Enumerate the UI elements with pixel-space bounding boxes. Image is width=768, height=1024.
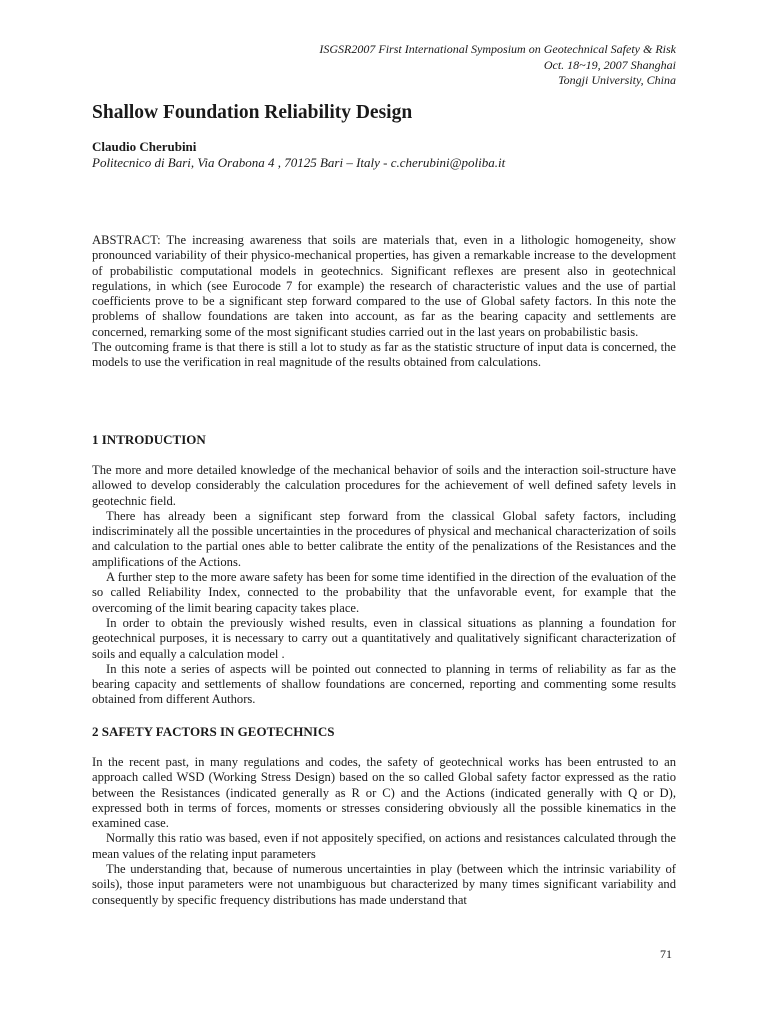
conference-venue: Tongji University, China <box>558 73 676 87</box>
paragraph: In this note a series of aspects will be pointed out connected to planning in terms of reliability as far as the bearing capacity and settlements of shallow foundations are concerned, reporting and commenting some results obtained from different Authors. <box>92 661 676 707</box>
author-affiliation: Politecnico di Bari, Via Orabona 4 , 70125 Bari – Italy - c.cherubini@poliba.it <box>92 155 506 170</box>
section-body-safety-factors <box>92 755 676 908</box>
section-heading-introduction: 1 INTRODUCTION <box>92 432 206 447</box>
page-number: 71 <box>660 947 672 961</box>
paragraph: The understanding that, because of numerous uncertainties in play (between which the intrinsic variability of soils), those input parameters were not unambiguous but characterized by many times significant variability and consequently by specific frequency distributions has made understand that <box>92 862 676 907</box>
paragraph: In order to obtain the previously wished results, even in classical situations as planning a foundation for geotechnical purposes, it is necessary to carry out a quantitatively and qualitatively significant characterization of soils and equally a calculation model . <box>92 615 676 661</box>
paragraph: The more and more detailed knowledge of the mechanical behavior of soils and the interaction soil-structure have allowed to develop considerably the calculation procedures for the achievement of well defined safety levels in geotechnic field. <box>92 463 676 508</box>
paragraph: In the recent past, in many regulations and codes, the safety of geotechnical works has been entrusted to an approach called WSD (Working Stress Design) based on the so called Global safety factor expressed as the ratio between the Resistances (indicated generally as R or C) and the Actions (indicated generally with Q or D), expressed both in terms of forces, moments or stresses considering obviously all the possible kinematics in the examined case. <box>92 755 676 831</box>
author-name: Claudio Cherubini <box>92 139 197 154</box>
paragraph: Normally this ratio was based, even if not appositely specified, on actions and resistances calculated through the mean values of the relating input parameters <box>92 831 676 861</box>
conference-name: ISGSR2007 First International Symposium on Geotechnical Safety & Risk <box>319 42 676 56</box>
paragraph: There has already been a significant step forward from the classical Global safety factors, including indiscriminately all the possible uncertainties in the procedures of physical and mechanical characterization of soils and calculation to the partial ones able to better calibrate the entity of the penalizations of the Resistances and the amplifications of the Actions. <box>92 508 676 569</box>
paper-title: Shallow Foundation Reliability Design <box>92 102 413 123</box>
section-heading-safety-factors: 2 SAFETY FACTORS IN GEOTECHNICS <box>92 724 335 739</box>
abstract <box>92 233 676 371</box>
section-body-introduction <box>92 463 676 708</box>
conference-dates: Oct. 18~19, 2007 Shanghai <box>543 57 676 72</box>
abstract-paragraph: The outcoming frame is that there is still a lot to study as far as the statistic structure of input data is concerned, the models to use the verification in real magnitude of the results obtained from calculations. <box>92 340 676 370</box>
paragraph: A further step to the more aware safety has been for some time identified in the direction of the evaluation of the so called Reliability Index, connected to the probability that the unfavorable event, for example that the overcoming of the limit bearing capacity takes place. <box>92 570 676 615</box>
abstract-paragraph: ABSTRACT: The increasing awareness that soils are materials that, even in a lithologic homogeneity, show pronounced variability of their physico-mechanical properties, has given a remarkable increase to the development of probabilistic computational models in geotechnics. Significant reflexes are present also in geotechnical regulations, in which (see Eurocode 7 for example) the research of characteristic values and the use of partial coefficients prove to be a significant step forward compared to the use of Global safety factors. In this note the problems of shallow foundations are taken into account, as far as the bearing capacity and settlements are concerned, remarking some of the most significant studies carried out in the last years on probabilistic basis. <box>92 233 676 339</box>
conference-header <box>319 42 676 89</box>
